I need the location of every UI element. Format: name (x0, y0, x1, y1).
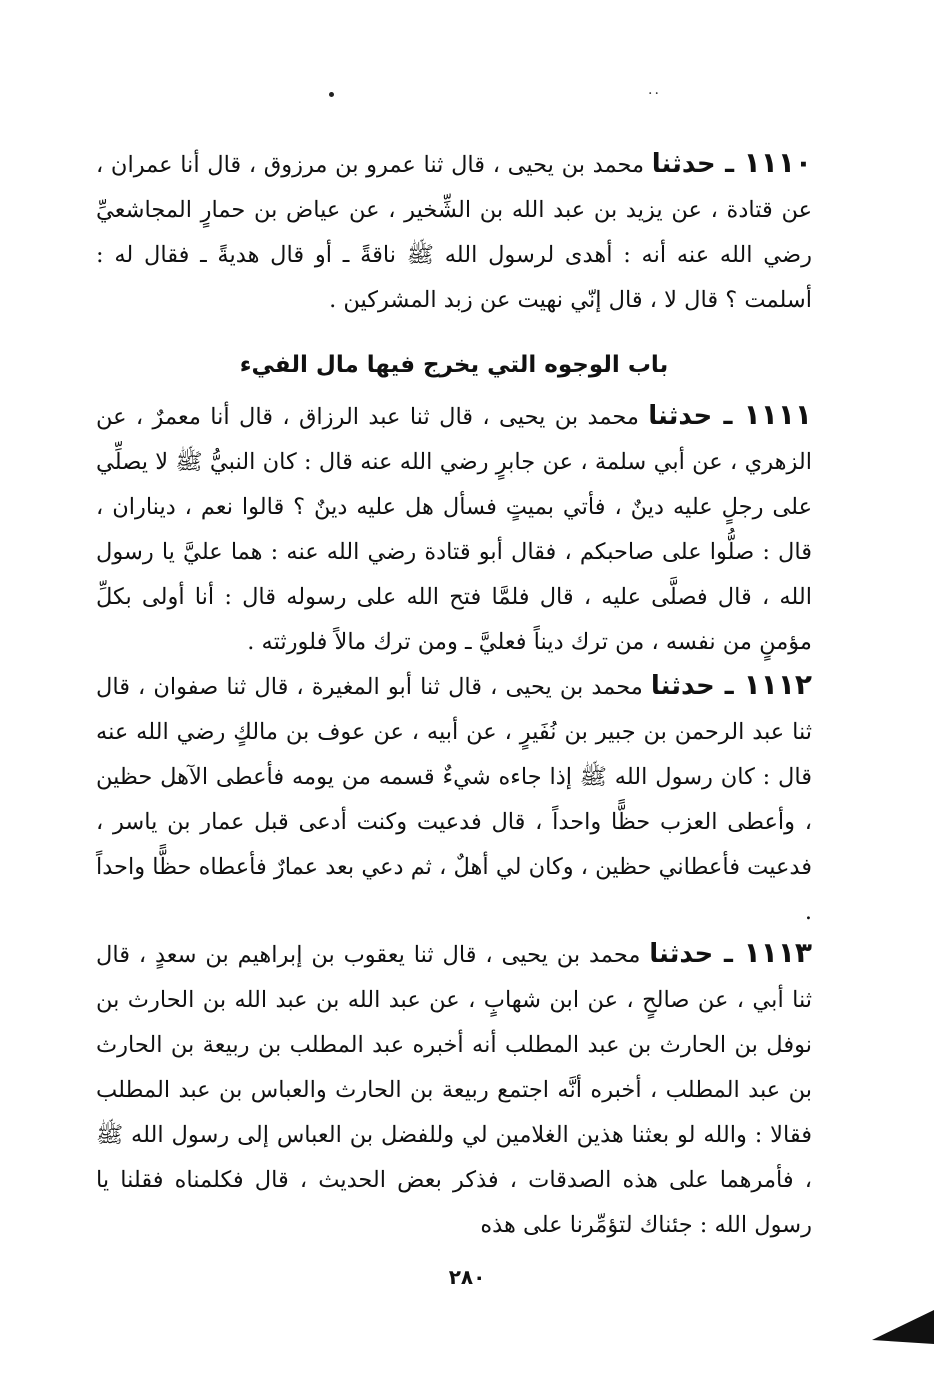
ink-dot (329, 92, 334, 97)
corner-triangle-mark (872, 1308, 934, 1348)
hadith-1112 (96, 662, 812, 935)
hadith-separator: ـ (713, 939, 744, 969)
hadith-text: محمد بن يحيى ، قال ثنا عبد الرزاق ، قال أنا معمرٌ ، عن الزهري ، عن أبي سلمة ، عن جابرٍ رضي الله عنه قال : كان النبيُّ ﷺ لا يصلِّي على رجلٍ عليه دينٌ ، فأتي بميتٍ فسأل هل عليه دينٌ ؟ قالوا نعم ، ديناران ، قال : صلُّوا على صاحبكم ، فقال أبو قتادة رضي الله عنه : هما عليَّ يا رسول الله ، قال فصلَّى عليه ، قال فلمَّا فتح الله على رسوله قال : أنا أولى بكلِّ مؤمنٍ من نفسه ، من ترك ديناً فعليَّ ـ ومن ترك مالاً فلورثته . (96, 404, 812, 655)
hadith-text: محمد بن يحيى ، قال ثنا عمرو بن مرزوق ، قال أنا عمران ، عن قتادة ، عن يزيد بن عبد الله بن الشِّخير ، عن عياض بن حمارٍ المجاشعيِّ رضي الله عنه أنه : أهدى لرسول الله ﷺ ناقةً ـ أو قال هديةً ـ فقال له : أسلمت ؟ قال لا ، قال إنّي نهيت عن زبد المشركين . (96, 152, 812, 313)
hadith-keyword: حدثنا (649, 939, 714, 969)
hadith-number: ١١١٣ (743, 936, 812, 969)
hadith-separator: ـ (714, 671, 744, 701)
hadith-number: ١١١١ (743, 398, 812, 431)
top-marks: .. (648, 82, 661, 98)
hadith-text: محمد بن يحيى ، قال ثنا يعقوب بن إبراهيم بن سعدٍ ، قال ثنا أبي ، عن صالحٍ ، عن ابن شهابٍ ، عن عبد الله بن عبد الله بن الحارث بن نوفل بن الحارث بن عبد المطلب أنه أخبره عبد المطلب بن ربيعة بن الحارث بن عبد المطلب ، أخبره أنَّه اجتمع ربيعة بن الحارث والعباس بن عبد المطلب فقالا : والله لو بعثنا هذين الغلامين لي وللفضل بن العباس إلى رسول الله ﷺ ، فأمرهما على هذه الصدقات ، فذكر بعض الحديث ، قال فكلمناه فقلنا يا رسول الله : جئناك لتؤمِّرنا على هذه (96, 942, 812, 1238)
chapter-title: باب الوجوه التي يخرج فيها مال الفيء (239, 352, 669, 378)
hadith-number: ١١١٢ (743, 668, 812, 701)
hadith-number: ١١١٠ (743, 146, 812, 179)
hadith-keyword: حدثنا (648, 401, 713, 431)
hadith-keyword: حدثنا (650, 671, 715, 701)
page-number: ٢٨٠ (448, 1265, 486, 1289)
hadith-1113 (96, 930, 812, 1248)
hadith-text: محمد بن يحيى ، قال ثنا أبو المغيرة ، قال ثنا صفوان ، قال ثنا عبد الرحمن بن جبير بن نُفَيرٍ ، عن أبيه ، عن عوف بن مالكٍ رضي الله عنه قال : كان رسول الله ﷺ إذا جاءه شيءٌ قسمه من يومه فأعطى الآهل حظين ، وأعطى العزب حظًّا واحداً ، قال فدعيت وكنت أدعى قبل عمار بن ياسر ، فدعيت فأعطاني حظين ، وكان لي أهلٌ ، ثم دعي بعد عمارٌ فأعطاه حظًّا واحداً . (96, 674, 812, 925)
hadith-1111 (96, 392, 812, 665)
hadith-separator: ـ (712, 401, 744, 431)
hadith-1110 (96, 140, 812, 323)
hadith-keyword: حدثنا (651, 149, 716, 179)
hadith-separator: ـ (715, 149, 744, 179)
